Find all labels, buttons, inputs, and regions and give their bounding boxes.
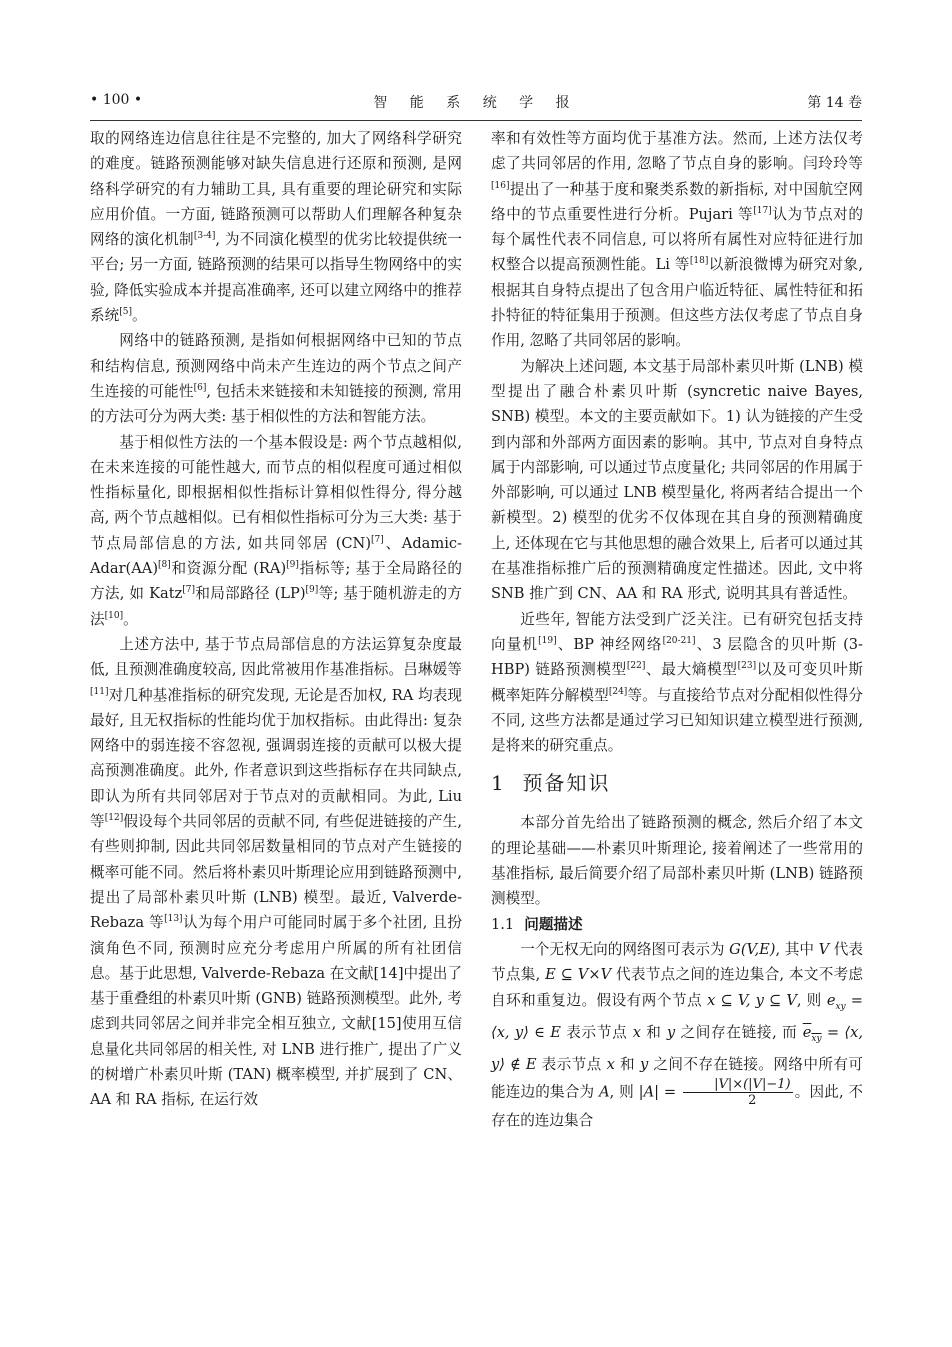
paragraph: 本部分首先给出了链路预测的概念, 然后介绍了本文的理论基础——朴素贝叶斯理论, 接着阐述了一些常用的基准指标, 最后简要介绍了局部朴素贝叶斯 (LNB) 链路预测模型。 xyxy=(491,814,863,908)
citation[interactable]: [9] xyxy=(286,560,299,571)
citation[interactable]: [10] xyxy=(104,610,124,621)
citation[interactable]: [11] xyxy=(90,686,109,697)
subsection-number: 1.1 xyxy=(491,915,515,933)
paragraph: 上述方法中, 基于节点局部信息的方法运算复杂度最低, 且预测准确度较高, 因此常被用作基准指标。吕琳媛等[11]对几种基准指标的研究发现, 无论是否加权, RA 均表现最好, 且无权指标的性能均优于加权指标。由此得出: 复杂网络中的弱连接不容忽视, 强调弱连接的贡献可以极大提高预测准确度。此外, 作者意识到这些指标存在共同缺点, 即认为所有共同邻居对于节点对的贡献相同。为此, Liu 等[12]假设每个共同邻居的贡献不同, 有些促进链接的产生, 有些则抑制, 因此共同邻居数量相同的节点对产生链接的概率可能不同。然后将朴素贝叶斯理论应用到链路预测中, 提出了局部朴素贝叶斯 (LNB) 模型。最近, Valverde-Rebaza 等[13]认为每个用户可能同时属于多个社团, 且扮演角色不同, 预测时应充分考虑用户所属的所有社团信息。基于此思想, Valverde-Rebaza 在文献[14]中提出了基于重叠组的朴素贝叶斯 (GNB) 链路预测模型。此外, 考虑到共同邻居之间并非完全相互独立, 文献[15]使用互信息量化共同邻居的相关性, 对 LNB 进行推广, 提出了广义的树增广朴素贝叶斯 (TAN) 概率模型, 并扩展到了 CN、AA 和 RA 指标, 在运行效 xyxy=(90,635,462,1109)
citation[interactable]: [12] xyxy=(104,813,124,824)
citation[interactable]: [6] xyxy=(193,382,207,393)
subsection-title: 问题描述 xyxy=(524,915,583,933)
paragraph: 一个无权无向的网络图可表示为 G(V,E), 其中 V 代表节点集, E ⊆ V×V 代表节点之间的连边集合, 本文不考虑自环和重复边。假设有两个节点 x ⊆ V, y ⊆ V, 则 $e_{xy}$ = ⟨x, y⟩ ∈ E 表示节点 x 和 y 之间存在链接, 而 $e_{xy}$ = ⟨x, y⟩ ∉ E 表示节点 x 和 y 之间不存在链接。网络中所有可能连边的集合为 A, 则 |A| = $\frac{|V|\times(|V|-1)}{2}$ 。因此, 不存在的连边集合 xyxy=(491,940,864,1130)
citation[interactable]: [20-21] xyxy=(662,635,696,646)
citation[interactable]: [9] xyxy=(305,585,319,596)
subsection-heading xyxy=(491,912,863,937)
paragraph: 为解决上述问题, 本文基于局部朴素贝叶斯 (LNB) 模型提出了融合朴素贝叶斯 (syncretic naive Bayes, SNB) 模型。本文的主要贡献如下。1) 认为链接的产生受到内部和外部两方面因素的影响。其中, 节点对自身特点属于内部影响, 可以通过节点度量化; 共同邻居的作用属于外部影响, 可以通过 LNB 模型量化, 将两者结合提出一个新模型。2) 模型的优劣不仅体现在其自身的预测精确度上, 还体现在它与其他思想的融合效果上, 后者可以通过其在基准指标推广后的预测精确度定性描述。因此, 文中将 SNB 推广到 CN、AA 和 RA 形式, 说明其具有普适性。 xyxy=(491,357,863,603)
section-heading xyxy=(491,768,863,798)
section-title: 预备知识 xyxy=(522,771,611,796)
citation[interactable]: [19] xyxy=(538,635,557,646)
section-number: 1 xyxy=(491,771,506,796)
right-column xyxy=(491,126,863,1134)
citation[interactable]: [17] xyxy=(753,205,772,216)
citation[interactable]: [16] xyxy=(491,180,510,191)
fraction: $\frac{|V|\times(|V|-1)}{2}$ xyxy=(683,1077,793,1108)
citation[interactable]: [3-4] xyxy=(193,231,216,242)
citation[interactable]: [13] xyxy=(164,914,183,925)
paragraph: 网络中的链路预测, 是指如何根据网络中已知的节点和结构信息, 预测网络中尚未产生连边的两个节点之间产生连接的可能性[6], 包括未来链接和未知链接的预测, 常用的方法可分为两大类: 基于相似性的方法和智能方法。 xyxy=(90,332,462,426)
citation[interactable]: [7] xyxy=(371,534,384,545)
paragraph: 基于相似性方法的一个基本假设是: 两个节点越相似, 在未来连接的可能性越大, 而节点的相似程度可通过相似性指标量化, 即根据相似性指标计算相似性得分, 得分越高, 两个节点越相似。已有相似性指标可分为三大类: 基于节点局部信息的方法, 如共同邻居 (CN)[7]、Adamic-Adar(AA)[8]和资源分配 (RA)[9]指标等; 基于全局路径的方法, 如 Katz[7]和局部路径 (LP)[9]等; 基于随机游走的方法[10]。 xyxy=(90,433,463,628)
citation[interactable]: [5] xyxy=(119,307,132,318)
paragraph: 率和有效性等方面均优于基准方法。然而, 上述方法仅考虑了共同邻居的作用, 忽略了节点自身的影响。闫玲玲等[16]提出了一种基于度和聚类系数的新指标, 对中国航空网络中的节点重要性进行分析。Pujari 等[17]认为节点对的每个属性代表不同信息, 可以将所有属性对应特征进行加权整合以提高预测性能。Li 等[18]以新浪微博为研究对象, 根据其自身特点提出了包含用户临近特征、属性特征和拓扑特征的特征集用于预测。但这些方法仅考虑了节点自身作用, 忽略了共同邻居的影响。 xyxy=(491,130,864,350)
volume-label: 第 14 卷 xyxy=(807,95,862,111)
paragraph: 近些年, 智能方法受到广泛关注。已有研究包括支持向量机[19]、BP 神经网络[20-21]、3 层隐含的贝叶斯 (3-HBP) 链路预测模型[22]、最大熵模型[23]以及可变贝叶斯概率矩阵分解模型[24]等。与直接给节点对分配相似性得分不同, 这些方法都是通过学习已知知识建立模型进行预测, 是将来的研究重点。 xyxy=(491,610,863,755)
citation[interactable]: [18] xyxy=(689,256,709,267)
paragraph: 取的网络连边信息往往是不完整的, 加大了网络科学研究的难度。链路预测能够对缺失信息进行还原和预测, 是网络科学研究的有力辅助工具, 具有重要的理论研究和实际应用价值。一方面, 链路预测可以帮助人们理解各种复杂网络的演化机制[3-4], 为不同演化模型的优劣比较提供统一平台; 另一方面, 链路预测的结果可以指导生物网络中的实验, 降低实验成本并提高准确率, 还可以建立网络中的推荐系统[5]。 xyxy=(90,130,462,325)
left-column xyxy=(90,126,462,1113)
page-number: • 100 • xyxy=(90,92,143,108)
citation[interactable]: [7] xyxy=(182,585,196,596)
citation[interactable]: [8] xyxy=(158,560,171,571)
citation[interactable]: [24] xyxy=(608,686,628,697)
journal-title: 智 能 系 统 学 报 xyxy=(373,95,579,111)
page-header xyxy=(90,86,862,121)
citation[interactable]: [22] xyxy=(626,661,646,672)
citation[interactable]: [23] xyxy=(737,661,757,672)
